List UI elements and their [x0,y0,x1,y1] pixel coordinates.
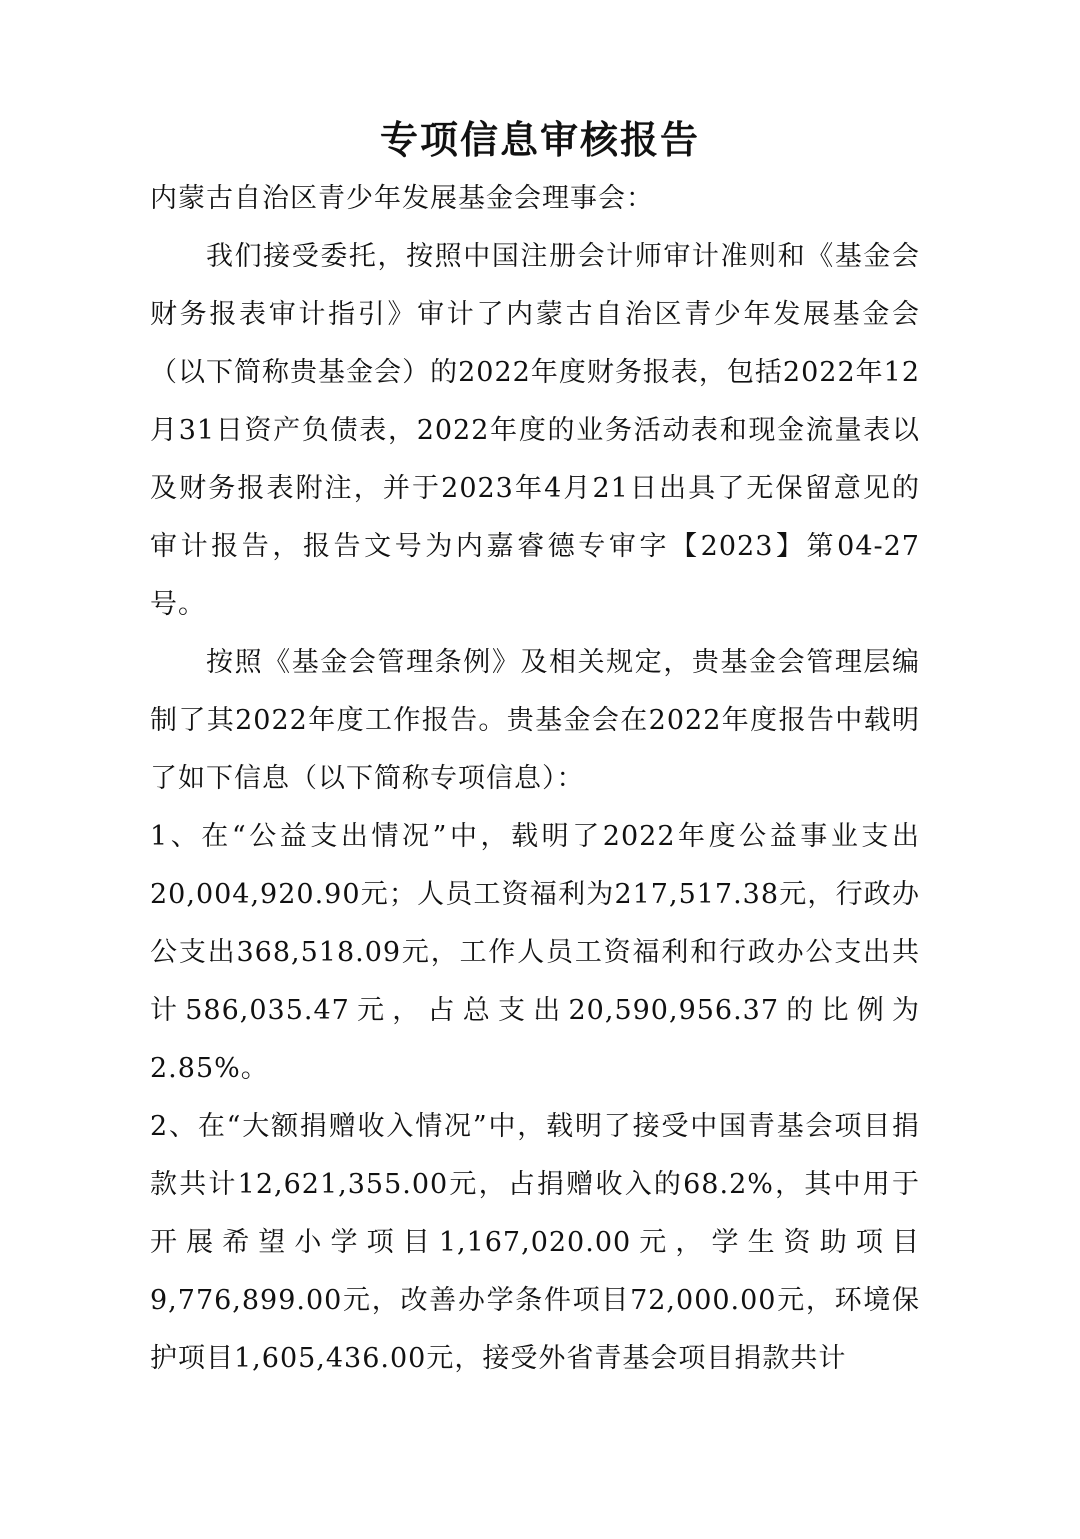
document-title: 专项信息审核报告 [379,118,700,162]
paragraph-engagement: 我们接受委托，按照中国注册会计师审计准则和《基金会财务报表审计指引》审计了内蒙古自治区青少年发展基金会（以下简称贵基金会）的2022年度财务报表，包括2022年12月31日资产负债表，2022年度的业务活动表和现金流量表以及财务报表附注，并于2023年4月21日出具了无保留意见的审计报告，报告文号为内嘉睿德专审字【2023】第04-27号。 [150,241,920,620]
paragraph-item-1: 1、在“公益支出情况”中，载明了2022年度公益事业支出20,004,920.90元；人员工资福利为217,517.38元，行政办公支出368,518.09元，工作人员工资福利和行政办公支出共计586,035.47元，占总支出20,590,956.37的比例为2.85%。 [150,821,920,1084]
paragraph-management-report: 按照《基金会管理条例》及相关规定，贵基金会管理层编制了其2022年度工作报告。贵基金会在2022年度报告中载明了如下信息（以下简称专项信息）： [150,647,920,794]
salutation: 内蒙古自治区青少年发展基金会理事会： [150,183,654,214]
paragraph-item-2: 2、在“大额捐赠收入情况”中，载明了接受中国青基会项目捐款共计12,621,355.00元，占捐赠收入的68.2%，其中用于开展希望小学项目1,167,020.00元，学生资助项目9,776,899.00元，改善办学条件项目72,000.00元，环境保护项目1,605,436.00元，接受外省青基会项目捐款共计 [150,1111,920,1374]
